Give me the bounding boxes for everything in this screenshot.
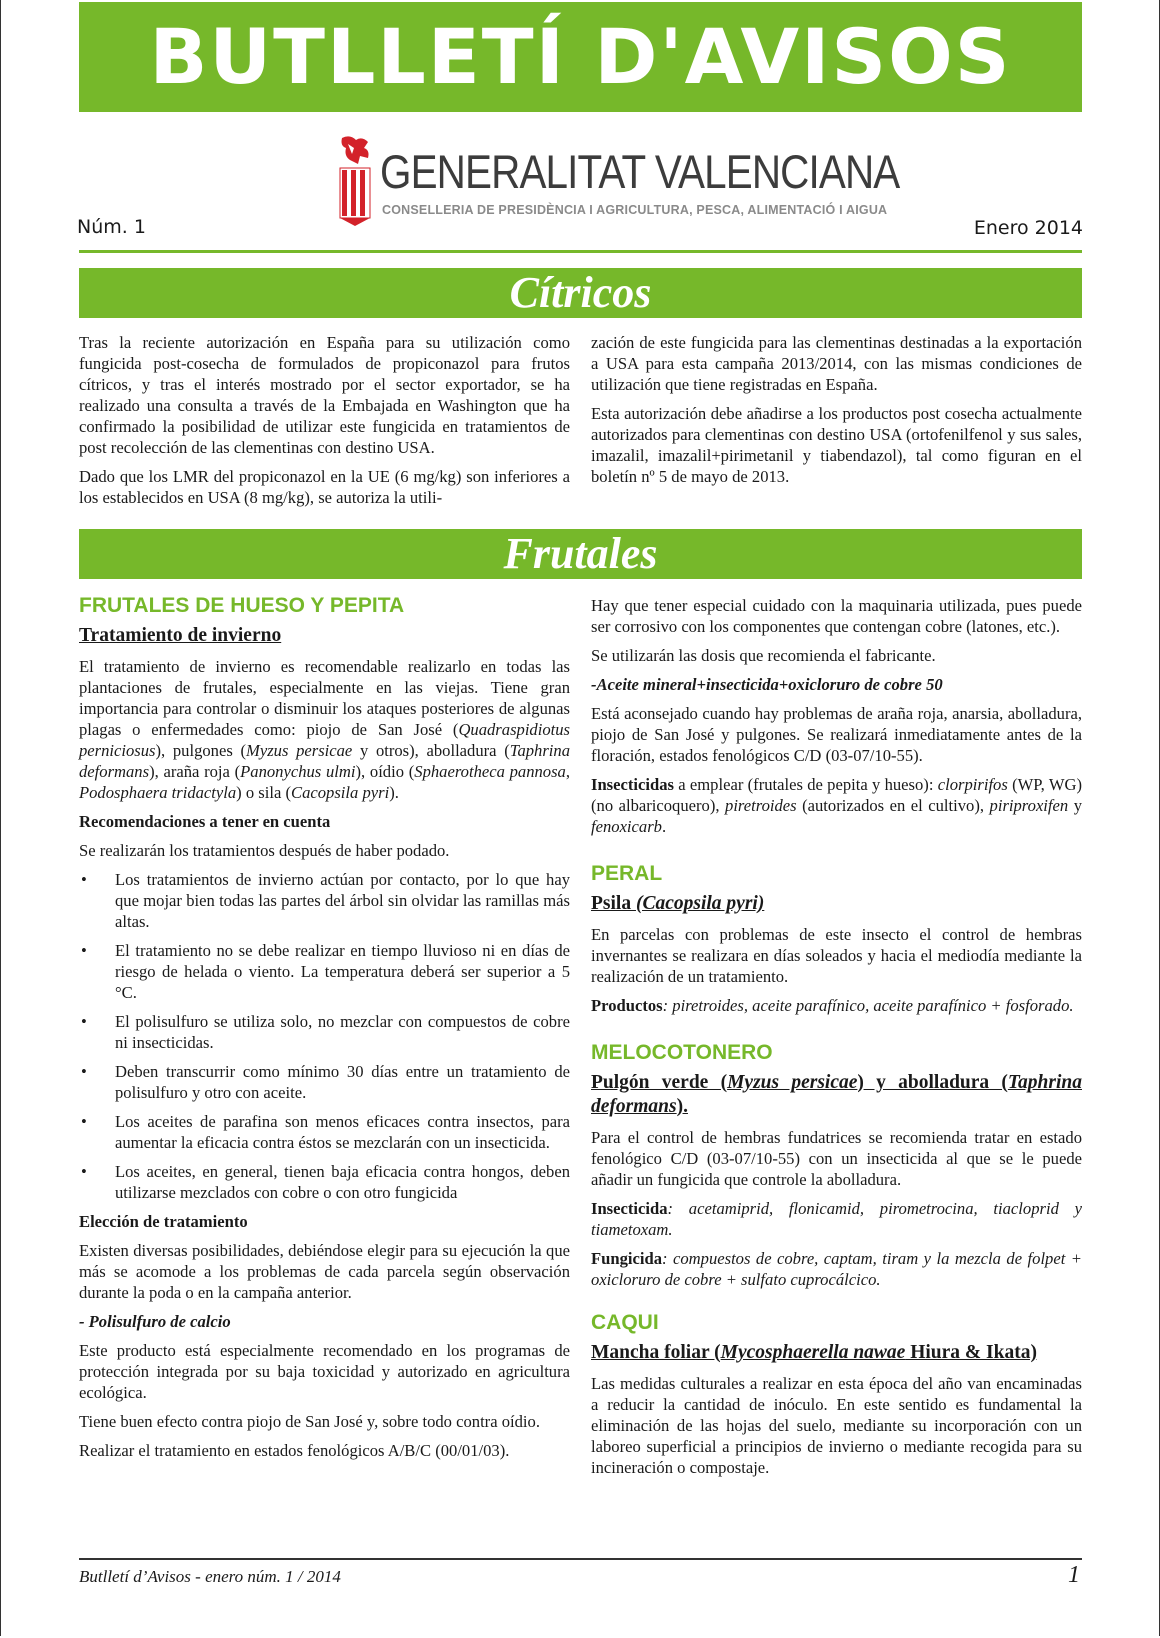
logo-subtitle: CONSELLERIA DE PRESIDÈNCIA I AGRICULTURA, PESCA, ALIMENTACIÓ I AIGUA [382, 203, 888, 217]
topic-heading-psila: Psila (Cacopsila pyri) [591, 893, 765, 914]
footer-text: Butlletí d’Avisos - enero núm. 1 / 2014 [79, 1567, 341, 1586]
eleccion-heading: Elección de tratamiento [79, 1212, 248, 1231]
topic-heading: Tratamiento de invierno [79, 625, 282, 646]
citricos-left-column [79, 332, 570, 516]
header-divider [79, 250, 1082, 253]
subsection-heading: FRUTALES DE HUESO Y PEPITA [79, 594, 405, 617]
paragraph: Dado que los LMR del propiconazol en la UE (6 mg/kg) son inferiores a los establecidos en USA (8 mg/kg), se autoriza la utili- [79, 467, 570, 507]
section-title-citricos: Cítricos [79, 268, 1082, 318]
section-title-frutales: Frutales [79, 529, 1082, 579]
insecticidas-paragraph: Insecticidas a emplear (frutales de pepita y hueso): clorpirifos (WP, WG) (no albaricoquero), piretroides (autorizados en el cultivo), piriproxifen y fenoxicarb. [591, 775, 1082, 836]
polisulfuro-heading: - Polisulfuro de calcio [79, 1312, 231, 1331]
frutales-left-column [79, 595, 570, 1469]
aceite-heading: -Aceite mineral+insecticida+oxicloruro de cobre 50 [591, 675, 943, 694]
paragraph: Se utilizarán las dosis que recomienda el fabricante. [591, 646, 936, 665]
issue-number: Núm. 1 [77, 216, 146, 238]
paragraph: En parcelas con problemas de este insecto el control de hembras invernantes se realizara en días soleados y hacia el mediodía mediante la realización de un tratamiento. [591, 925, 1082, 986]
paragraph: Realizar el tratamiento en estados fenológicos A/B/C (00/01/03). [79, 1441, 510, 1460]
productos-paragraph: Productos: piretroides, aceite parafínico, aceite parafínico + fosforado. [591, 996, 1074, 1015]
paragraph: Se realizarán los tratamientos después de haber podado. [79, 841, 450, 860]
coat-of-arms-icon [334, 134, 378, 226]
bullet-item: • Los tratamientos de invierno actúan por contacto, por lo que hay que mojar bien todas las partes del árbol sin olvidar las ramillas más altas. [79, 869, 570, 932]
topic-heading-mancha: Mancha foliar (Mycosphaerella nawae Hiura & Ikata) [591, 1342, 1037, 1363]
bullet-item: • Los aceites, en general, tienen baja eficacia contra hongos, deben utilizarse mezclados con cobre o con otro fungicida [79, 1161, 570, 1203]
page-number: 1 [1068, 1562, 1080, 1588]
subsection-heading-caqui: CAQUI [591, 1311, 659, 1334]
recomendaciones-heading: Recomendaciones a tener en cuenta [79, 812, 331, 831]
intro-paragraph: El tratamiento de invierno es recomendable realizarlo en todas las plantaciones de frutales, especialmente en las viejas. Tiene gran importancia para controlar o disminuir los ataques posteriores de algunas plagas o enfermedades como: piojo de San José (Quadraspidiotus perniciosus), pulgones (Myzus persicae y otros), abolladura (Taphrina deformans), araña roja (Panonychus ulmi), oídio (Sphaerotheca pannosa, Podosphaera tridactyla) o sila (Cacopsila pyri). [79, 657, 571, 802]
logo-name: GENERALITAT VALENCIANA [380, 145, 900, 198]
bullet-item: • Los aceites de parafina son menos eficaces contra insectos, para aumentar la eficacia contra éstos se mezclarán con un insecticida. [79, 1111, 570, 1153]
bullet-item: • El polisulfuro se utiliza solo, no mezclar con compuestos de cobre ni insecticidas. [79, 1011, 570, 1053]
generalitat-logo [334, 134, 900, 224]
topic-heading-pulgon: Pulgón verde (Myzus persicae) y abolladura (Taphrina deformans). [591, 1072, 1082, 1117]
fungicida-paragraph: Fungicida: compuestos de cobre, captam, tiram y la mezcla de folpet + oxicloruro de cobre + sulfato cuprocálcico. [591, 1249, 1082, 1289]
paragraph: Las medidas culturales a realizar en esta época del año van encaminadas a reducir la cantidad de inóculo. En este sentido es fundamental la eliminación de las hojas del suelo, mediante su incorporación con un laboreo superficial a principios de invierno o mediante recogida para su incineración o compostaje. [591, 1374, 1082, 1477]
paragraph: Para el control de hembras fundatrices se recomienda tratar en estado fenológico C/D (03-07/10-55) con un insecticida al que se le puede añadir un fungicida que controle la abolladura. [591, 1128, 1082, 1189]
citricos-right-column [591, 332, 1082, 495]
paragraph: Está aconsejado cuando hay problemas de araña roja, anarsia, abolladura, piojo de San José y pulgones. Se realizará inmediatamente antes de la floración, estados fenológicos C/D (03-07/10-55). [591, 704, 1082, 765]
subsection-heading-peral: PERAL [591, 862, 663, 885]
insecticida-paragraph: Insecticida: acetamiprid, flonicamid, pirometrocina, tiacloprid y tiametoxam. [591, 1199, 1082, 1239]
bullet-item: • El tratamiento no se debe realizar en tiempo lluvioso ni en días de riesgo de helada o viento. La temperatura deberá ser superior a 5 °C. [79, 940, 570, 1003]
paragraph: Tiene buen efecto contra piojo de San José y, sobre todo contra oídio. [79, 1412, 540, 1431]
paragraph: Este producto está especialmente recomendado en los programas de protección integrada por su baja toxicidad y autorizado en agricultura ecológica. [79, 1341, 570, 1402]
footer-rule [79, 1558, 1082, 1560]
paragraph: Existen diversas posibilidades, debiéndose elegir para su ejecución la que más se acomode a los problemas de cada parcela según observación durante la poda o en la campaña anterior. [79, 1241, 570, 1302]
banner-title: BUTLLETÍ D'AVISOS [79, 2, 1082, 112]
bullet-item: • Deben transcurrir como mínimo 30 días entre un tratamiento de polisulfuro y otro con aceite. [79, 1061, 570, 1103]
issue-date: Enero 2014 [973, 217, 1083, 239]
subsection-heading-melocotonero: MELOCOTONERO [591, 1041, 773, 1064]
paragraph: zación de este fungicida para las clementinas destinadas a la exportación a USA para esta campaña 2013/2014, con las mismas condiciones de utilización que tiene registradas en España. [591, 333, 1082, 394]
paragraph: Tras la reciente autorización en España para su utilización como fungicida post-cosecha de formulados de propiconazol para frutos cítricos, y tras el interés mostrado por el sector exportador, se ha realizado una consulta a través de la Embajada en Washington que ha confirmado la posibilidad de utilizar este fungicida en tratamientos de post recolección de las clementinas con destino USA. [79, 333, 570, 457]
paragraph: Esta autorización debe añadirse a los productos post cosecha actualmente autorizados para clementinas con destino USA (ortofenilfenol y sus sales, imazalil, imazalil+pirimetanil y tiabendazol), tal como figuran en el boletín nº 5 de mayo de 2013. [591, 404, 1082, 486]
frutales-right-column [591, 595, 1082, 1486]
paragraph: Hay que tener especial cuidado con la maquinaria utilizada, pues puede ser corrosivo con los componentes que contengan cobre (latones, etc.). [591, 596, 1082, 636]
